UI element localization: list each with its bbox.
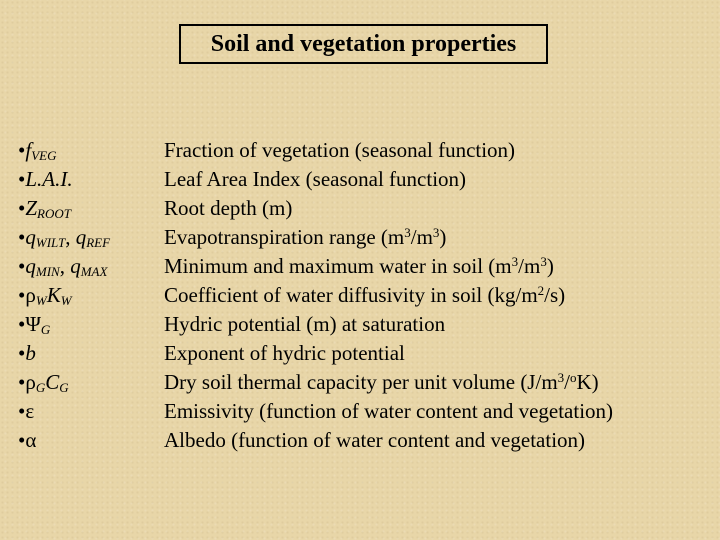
symbol-part: q (25, 225, 36, 249)
property-description (164, 252, 554, 281)
bullet: • (18, 196, 26, 220)
text-part: /m (518, 254, 541, 278)
subscript: G (59, 380, 69, 395)
superscript: o (570, 370, 577, 385)
property-description (164, 194, 292, 223)
property-row (0, 426, 720, 455)
superscript: 3 (432, 225, 440, 240)
bullet: • (18, 428, 26, 452)
property-row (0, 194, 720, 223)
property-symbol (18, 426, 36, 455)
text-part: Evapotranspiration range (m (164, 225, 405, 249)
symbol-part: q (25, 254, 36, 278)
subscript: W (60, 293, 72, 308)
symbol-part: b (25, 341, 36, 365)
text-part: Exponent of hydric potential (164, 341, 405, 365)
property-description (164, 339, 405, 368)
property-row (0, 223, 720, 252)
bullet: • (18, 225, 26, 249)
subscript: REF (86, 235, 111, 250)
text-part: Albedo (function of water content and vegetation) (164, 428, 586, 452)
text-part: ) (546, 254, 554, 278)
text-part: Emissivity (function of water content and vegetation) (164, 399, 614, 423)
property-row (0, 397, 720, 426)
text-part: Dry soil thermal capacity per unit volume (J/m (164, 370, 558, 394)
text-part: Minimum and maximum water in soil (m (164, 254, 512, 278)
symbol-part: L.A.I. (25, 167, 73, 191)
symbol-part: , (59, 254, 71, 278)
property-symbol (18, 397, 34, 426)
text-part: Leaf Area Index (seasonal function) (164, 167, 467, 191)
text-part: / (564, 370, 570, 394)
bullet: • (18, 254, 26, 278)
property-row (0, 252, 720, 281)
text-part: /m (410, 225, 433, 249)
property-symbol (18, 165, 73, 194)
property-symbol (18, 310, 50, 339)
property-symbol (18, 281, 72, 310)
superscript: 3 (404, 225, 411, 240)
subscript: VEG (31, 148, 57, 163)
bullet: • (18, 370, 26, 394)
property-row (0, 136, 720, 165)
symbol-part: α (25, 428, 37, 452)
property-symbol (18, 339, 36, 368)
superscript: 3 (540, 254, 547, 269)
subscript: MAX (80, 264, 108, 279)
text-part: /s) (544, 283, 566, 307)
subscript: WILT (35, 235, 66, 250)
text-part: Hydric potential (m) at saturation (164, 312, 446, 336)
symbol-part: Ψ (25, 312, 41, 336)
subscript: G (40, 322, 51, 337)
symbol-part: q (75, 225, 87, 249)
superscript: 3 (511, 254, 519, 269)
bullet: • (18, 138, 26, 162)
symbol-part: q (70, 254, 81, 278)
subscript: MIN (35, 264, 60, 279)
property-description (164, 165, 466, 194)
property-symbol (18, 194, 71, 223)
property-row (0, 281, 720, 310)
property-symbol (18, 223, 110, 252)
symbol-part: ρ (25, 370, 36, 394)
property-symbol (18, 136, 56, 165)
subscript: W (35, 293, 47, 308)
text-part: Coefficient of water diffusivity in soil (kg/m (164, 283, 538, 307)
page-title: Soil and vegetation properties (210, 31, 517, 57)
superscript: 2 (537, 283, 545, 298)
property-description (164, 136, 515, 165)
symbol-part: C (45, 370, 60, 394)
property-row (0, 310, 720, 339)
subscript: ROOT (37, 206, 71, 221)
text-part: ) (439, 225, 447, 249)
symbol-part: Z (25, 196, 38, 220)
property-description (164, 426, 585, 455)
symbol-part: K (46, 283, 61, 307)
text-part: Root depth (m) (164, 196, 293, 220)
property-description (164, 397, 613, 426)
text-part: Fraction of vegetation (seasonal function) (164, 138, 516, 162)
symbol-part: ε (25, 399, 35, 423)
bullet: • (18, 312, 26, 336)
bullet: • (18, 283, 26, 307)
property-symbol (18, 368, 69, 397)
bullet: • (18, 341, 26, 365)
property-description (164, 368, 599, 397)
superscript: 3 (557, 370, 565, 385)
title-box (179, 24, 548, 64)
bullet: • (18, 399, 26, 423)
property-row (0, 339, 720, 368)
subscript: G (35, 380, 46, 395)
property-description (164, 281, 565, 310)
bullet: • (18, 167, 26, 191)
property-description (164, 310, 445, 339)
property-description (164, 223, 446, 252)
property-symbol (18, 252, 107, 281)
symbol-part: ρ (25, 283, 36, 307)
symbol-part: f (25, 138, 32, 162)
property-row (0, 368, 720, 397)
property-row (0, 165, 720, 194)
symbol-part: , (65, 225, 76, 249)
text-part: K) (576, 370, 599, 394)
